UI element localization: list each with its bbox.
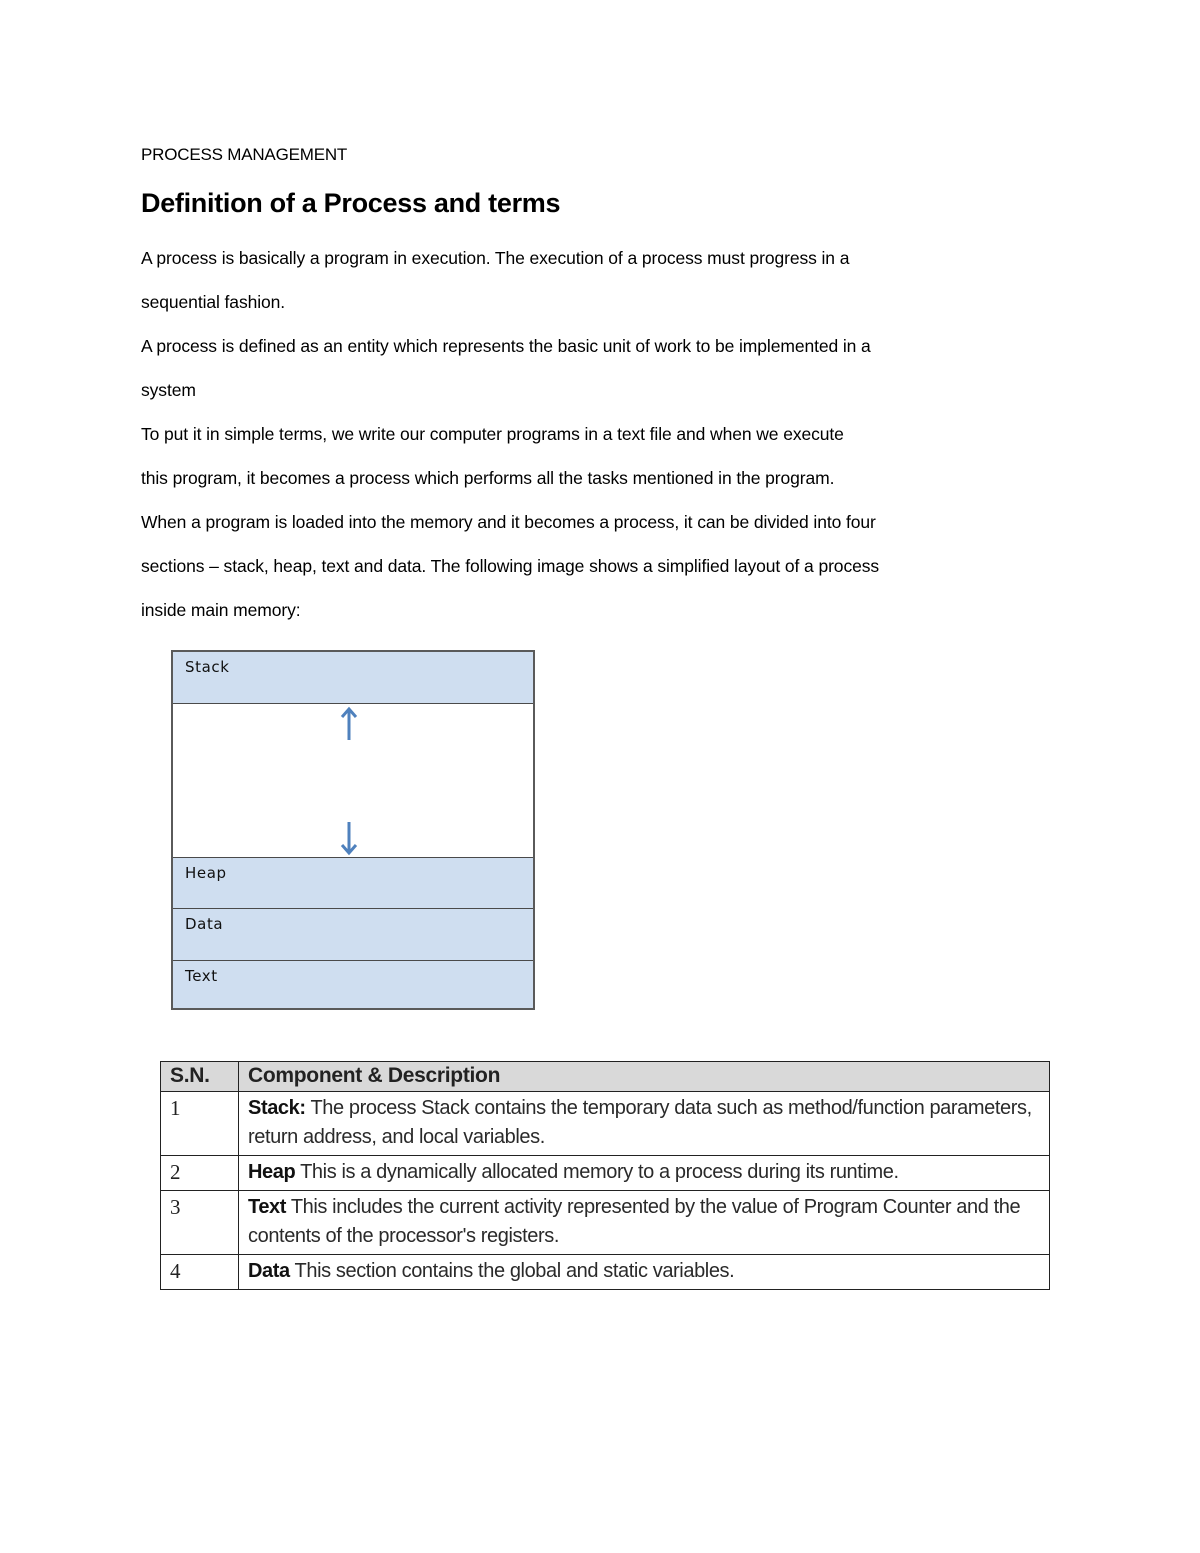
table-row <box>161 1156 1050 1191</box>
row-term: Text <box>248 1196 287 1218</box>
header-component: Component & Description <box>239 1062 1050 1092</box>
header-sn: S.N. <box>161 1062 239 1092</box>
text-label: Text <box>185 967 218 985</box>
row-text: This includes the current activity represented by the value of Program Counter and the contents of the processor's registers. <box>248 1196 1021 1247</box>
arrow-down-icon <box>340 820 358 856</box>
paragraph-line: To put it in simple terms, we write our computer programs in a text file and when we execute <box>141 424 844 444</box>
data-label: Data <box>185 915 224 933</box>
process-memory-diagram <box>171 650 535 1010</box>
stack-label: Stack <box>185 658 230 676</box>
row-sn: 4 <box>161 1255 239 1290</box>
stack-segment <box>173 652 533 704</box>
row-text: This section contains the global and static variables. <box>294 1260 735 1282</box>
paragraph-line: When a program is loaded into the memory and it becomes a process, it can be divided into four <box>141 512 876 532</box>
row-term: Stack: <box>248 1097 306 1119</box>
paragraph-1 <box>141 247 1021 335</box>
row-sn: 2 <box>161 1156 239 1191</box>
data-segment <box>173 909 533 961</box>
paragraph-3 <box>141 423 1021 643</box>
row-sn: 3 <box>161 1191 239 1255</box>
row-text: This is a dynamically allocated memory to a process during its runtime. <box>300 1161 899 1183</box>
row-term: Data <box>248 1260 290 1282</box>
table-row <box>161 1255 1050 1290</box>
row-term: Heap <box>248 1161 296 1183</box>
row-description <box>239 1191 1050 1255</box>
paragraph-2 <box>141 335 1021 423</box>
paragraph-line: A process is defined as an entity which represents the basic unit of work to be implemented in a <box>141 336 871 356</box>
row-sn: 1 <box>161 1092 239 1156</box>
text-segment <box>173 961 533 1008</box>
heap-segment <box>173 858 533 909</box>
component-table <box>160 1061 1050 1290</box>
row-description <box>239 1255 1050 1290</box>
paragraph-line: system <box>141 380 196 400</box>
heap-label: Heap <box>185 864 227 882</box>
paragraph-line: sections – stack, heap, text and data. The following image shows a simplified layout of a process <box>141 556 880 576</box>
paragraph-line: A process is basically a program in execution. The execution of a process must progress in a <box>141 248 850 268</box>
free-space <box>173 704 533 858</box>
paragraph-line: this program, it becomes a process which performs all the tasks mentioned in the program. <box>141 468 835 488</box>
table-header-row <box>161 1062 1050 1092</box>
row-description <box>239 1092 1050 1156</box>
paragraph-line: sequential fashion. <box>141 292 286 312</box>
table-row <box>161 1191 1050 1255</box>
table-row <box>161 1092 1050 1156</box>
paragraph-line: inside main memory: <box>141 600 301 620</box>
row-description <box>239 1156 1050 1191</box>
row-text: The process Stack contains the temporary data such as method/function parameters, return address, and local variables. <box>248 1097 1032 1148</box>
arrow-up-icon <box>340 706 358 742</box>
page-heading: Definition of a Process and terms <box>141 188 561 218</box>
section-title: PROCESS MANAGEMENT <box>141 145 348 164</box>
